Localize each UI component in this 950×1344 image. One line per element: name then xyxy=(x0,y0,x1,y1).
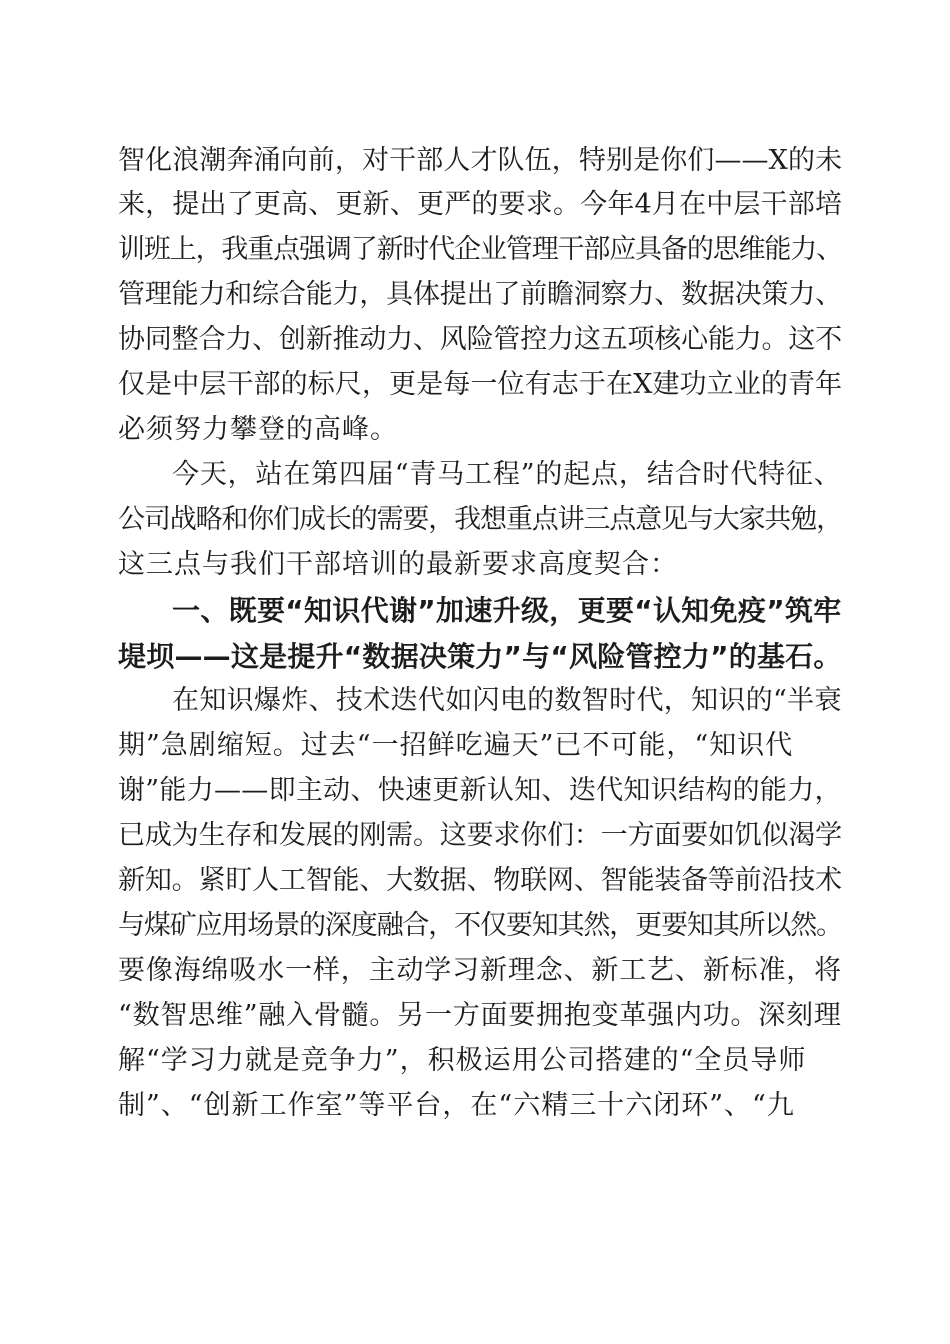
paragraph-3-line-5: 新知。紧盯人工智能、大数据、物联网、智能装备等前沿技术 xyxy=(118,865,842,896)
paragraph-3-line-8: “数智思维”融入骨髓。另一方面要拥抱变革强内功。深刻理 xyxy=(118,1000,842,1031)
paragraph-3-line-9: 解“学习力就是竞争力”，积极运用公司搭建的“全员导师 xyxy=(118,1045,807,1076)
paragraph-3-line-6: 与煤矿应用场景的深度融合，不仅要知其然，更要知其所以然。 xyxy=(118,910,842,941)
paragraph-2-line-2: 公司战略和你们成长的需要，我想重点讲三点意见与大家共勉， xyxy=(118,504,842,535)
paragraph-3-line-2: 期”急剧缩短。过去“一招鲜吃遍天”已不可能，“知识代 xyxy=(118,730,794,761)
paragraph-3-line-4: 已成为生存和发展的刚需。这要求你们：一方面要如饥似渴学 xyxy=(118,820,842,851)
paragraph-3-line-7: 要像海绵吸水一样，主动学习新理念、新工艺、新标准，将 xyxy=(118,955,842,986)
paragraph-1-line-5: 协同整合力、创新推动力、风险管控力这五项核心能力。这不 xyxy=(118,324,842,355)
paragraph-1-line-7: 必须努力攀登的高峰。 xyxy=(118,414,398,445)
paragraph-1-line-4: 管理能力和综合能力，具体提出了前瞻洞察力、数据决策力、 xyxy=(118,279,842,310)
paragraph-2-line-1: 今天，站在第四届“青马工程”的起点，结合时代特征、 xyxy=(172,459,842,490)
section-heading-line-2: 堤坝——这是提升“数据决策力”与“风险管控力”的基石。 xyxy=(118,640,842,673)
paragraph-1-line-2: 来，提出了更高、更新、更严的要求。今年4月在中层干部培 xyxy=(118,189,843,220)
paragraph-1-line-1: 智化浪潮奔涌向前，对干部人才队伍，特别是你们——X的未 xyxy=(118,145,843,176)
section-heading-line-1: 一、既要“知识代谢”加速升级，更要“认知免疫”筑牢 xyxy=(172,594,842,627)
paragraph-3-line-1: 在知识爆炸、技术迭代如闪电的数智时代，知识的“半衰 xyxy=(172,685,842,716)
paragraph-1-line-6: 仅是中层干部的标尺，更是每一位有志于在X建功立业的青年 xyxy=(118,369,843,400)
paragraph-2-line-3: 这三点与我们干部培训的最新要求高度契合： xyxy=(118,549,678,580)
paragraph-3-line-3: 谢”能力——即主动、快速更新认知、迭代知识结构的能力， xyxy=(118,775,842,806)
paragraph-3-line-10: 制”、“创新工作室”等平台，在“六精三十六闭环”、“九 xyxy=(118,1090,795,1121)
paragraph-1-line-3: 训班上，我重点强调了新时代企业管理干部应具备的思维能力、 xyxy=(118,234,842,265)
